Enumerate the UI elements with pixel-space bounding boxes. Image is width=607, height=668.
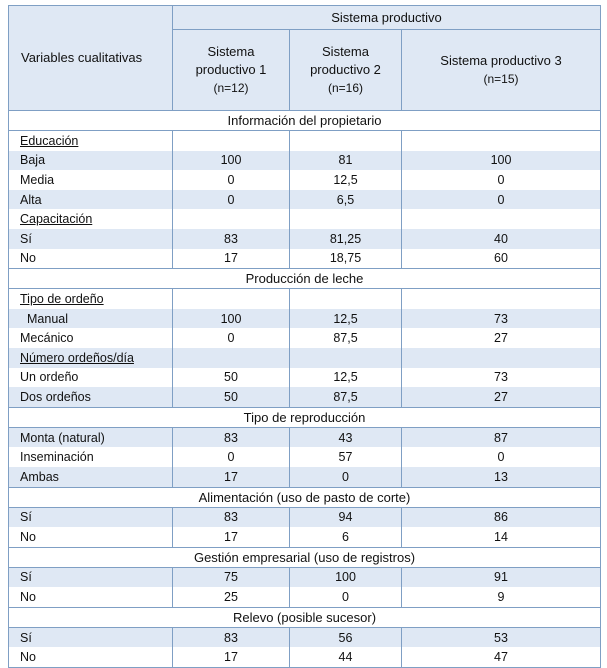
cell-sp1: 83 <box>173 229 290 249</box>
table-row <box>9 289 601 309</box>
table-row <box>9 527 601 547</box>
cell-sp2: 44 <box>290 647 402 667</box>
table-row <box>9 427 601 447</box>
table-row <box>9 229 601 249</box>
row-label <box>9 209 173 229</box>
table-row <box>9 627 601 647</box>
cell-sp3: 60 <box>402 249 601 269</box>
table-row <box>9 309 601 329</box>
cell-sp1: 0 <box>173 170 290 190</box>
section-relevo: Relevo (posible sucesor) <box>9 607 601 627</box>
table-row <box>9 368 601 388</box>
cell-sp1: 17 <box>173 647 290 667</box>
cell-sp3: 91 <box>402 567 601 587</box>
cell-sp1: 83 <box>173 507 290 527</box>
section-informacion-propietario: Información del propietario <box>9 111 601 131</box>
row-label: Media <box>9 170 173 190</box>
cell-sp2: 57 <box>290 447 402 467</box>
table-row <box>9 507 601 527</box>
header-sp2-line2: productivo 2 <box>310 62 381 77</box>
cell-sp3: 14 <box>402 527 601 547</box>
row-label: Dos ordeños <box>9 387 173 407</box>
header-sp3 <box>402 30 601 111</box>
cell-sp2: 94 <box>290 507 402 527</box>
header-sp2-n: (n=16) <box>327 81 364 95</box>
cell-sp2: 12,5 <box>290 368 402 388</box>
cell-sp3: 13 <box>402 467 601 487</box>
cell-sp3: 73 <box>402 368 601 388</box>
row-label: Un ordeño <box>9 368 173 388</box>
cell-sp1: 0 <box>173 328 290 348</box>
cell-sp1: 17 <box>173 527 290 547</box>
header-sp2-line1: Sistema <box>322 44 369 59</box>
cell-sp3: 27 <box>402 328 601 348</box>
table-row <box>9 131 601 151</box>
table-row <box>9 209 601 229</box>
section-produccion-leche: Producción de leche <box>9 269 601 289</box>
cell-sp3: 40 <box>402 229 601 249</box>
subheader-educacion: Educación <box>20 133 79 148</box>
table-row <box>9 567 601 587</box>
cell-sp2: 56 <box>290 627 402 647</box>
cell-sp2: 6 <box>290 527 402 547</box>
cell-sp2: 87,5 <box>290 328 402 348</box>
row-label: No <box>9 647 173 667</box>
section-alimentacion: Alimentación (uso de pasto de corte) <box>9 487 601 507</box>
header-sp1-line1: Sistema <box>207 44 255 59</box>
cell-sp2: 81 <box>290 151 402 171</box>
cell-sp1: 50 <box>173 387 290 407</box>
table-row <box>9 170 601 190</box>
row-label: Manual <box>9 309 173 329</box>
header-sp1-line2: productivo 1 <box>195 62 267 77</box>
cell-sp1: 100 <box>173 309 290 329</box>
cell-sp1: 75 <box>173 567 290 587</box>
cell-sp2: 6,5 <box>290 190 402 210</box>
header-variables: Variables cualitativas <box>9 6 173 111</box>
cell-sp1: 100 <box>173 151 290 171</box>
header-sistema-productivo: Sistema productivo <box>173 6 601 30</box>
cell-sp3: 100 <box>402 151 601 171</box>
cell-sp2: 0 <box>290 467 402 487</box>
table-row <box>9 151 601 171</box>
cell-sp2: 0 <box>290 587 402 607</box>
subheader-tipo-ordeno: Tipo de ordeño <box>20 291 104 306</box>
cell-sp1: 17 <box>173 249 290 269</box>
table-row <box>9 647 601 667</box>
cell-sp3: 9 <box>402 587 601 607</box>
cell-sp2: 18,75 <box>290 249 402 269</box>
cell-sp3: 47 <box>402 647 601 667</box>
cell-sp2: 87,5 <box>290 387 402 407</box>
cell-sp1: 83 <box>173 627 290 647</box>
row-label: Alta <box>9 190 173 210</box>
row-label: No <box>9 527 173 547</box>
row-label: Sí <box>9 627 173 647</box>
cell-sp2: 100 <box>290 567 402 587</box>
cell-sp1: 25 <box>173 587 290 607</box>
row-label <box>9 289 173 309</box>
section-tipo-reproduccion: Tipo de reproducción <box>9 407 601 427</box>
row-label <box>9 348 173 368</box>
cell-sp3: 0 <box>402 170 601 190</box>
row-label <box>9 131 173 151</box>
cell-sp2: 12,5 <box>290 170 402 190</box>
row-label: No <box>9 587 173 607</box>
row-label: Monta (natural) <box>9 427 173 447</box>
subheader-capacitacion: Capacitación <box>20 212 93 227</box>
row-label: Baja <box>9 151 173 171</box>
table-row <box>9 447 601 467</box>
row-label: Sí <box>9 567 173 587</box>
cell-sp2: 12,5 <box>290 309 402 329</box>
table-row <box>9 467 601 487</box>
qualitative-variables-table <box>8 5 601 668</box>
cell-sp3: 0 <box>402 447 601 467</box>
table-row <box>9 249 601 269</box>
cell-sp3: 53 <box>402 627 601 647</box>
cell-sp3: 27 <box>402 387 601 407</box>
table-row <box>9 190 601 210</box>
row-label: Ambas <box>9 467 173 487</box>
section-row <box>9 487 601 507</box>
row-label: Inseminación <box>9 447 173 467</box>
table-row <box>9 387 601 407</box>
row-label: No <box>9 249 173 269</box>
table-row <box>9 348 601 368</box>
row-label: Sí <box>9 507 173 527</box>
section-row <box>9 547 601 567</box>
cell-sp3: 86 <box>402 507 601 527</box>
section-row <box>9 269 601 289</box>
header-sp1-n: (n=12) <box>213 81 249 95</box>
cell-sp1: 50 <box>173 368 290 388</box>
cell-sp3: 0 <box>402 190 601 210</box>
table-row <box>9 328 601 348</box>
cell-sp3: 73 <box>402 309 601 329</box>
section-row <box>9 407 601 427</box>
cell-sp1: 0 <box>173 447 290 467</box>
cell-sp1: 17 <box>173 467 290 487</box>
section-gestion-empresarial: Gestión empresarial (uso de registros) <box>9 547 601 567</box>
row-label: Sí <box>9 229 173 249</box>
cell-sp2: 43 <box>290 427 402 447</box>
row-label: Mecánico <box>9 328 173 348</box>
header-sp1 <box>173 30 290 111</box>
cell-sp1: 83 <box>173 427 290 447</box>
header-sp2 <box>290 30 402 111</box>
cell-sp2: 81,25 <box>290 229 402 249</box>
header-sp3-label: Sistema productivo 3 <box>440 53 562 68</box>
table-row <box>9 587 601 607</box>
cell-sp1: 0 <box>173 190 290 210</box>
cell-sp3: 87 <box>402 427 601 447</box>
section-row <box>9 607 601 627</box>
subheader-numero-ordenos: Número ordeños/día <box>20 350 134 365</box>
header-sp3-n: (n=15) <box>483 72 519 86</box>
section-row <box>9 111 601 131</box>
